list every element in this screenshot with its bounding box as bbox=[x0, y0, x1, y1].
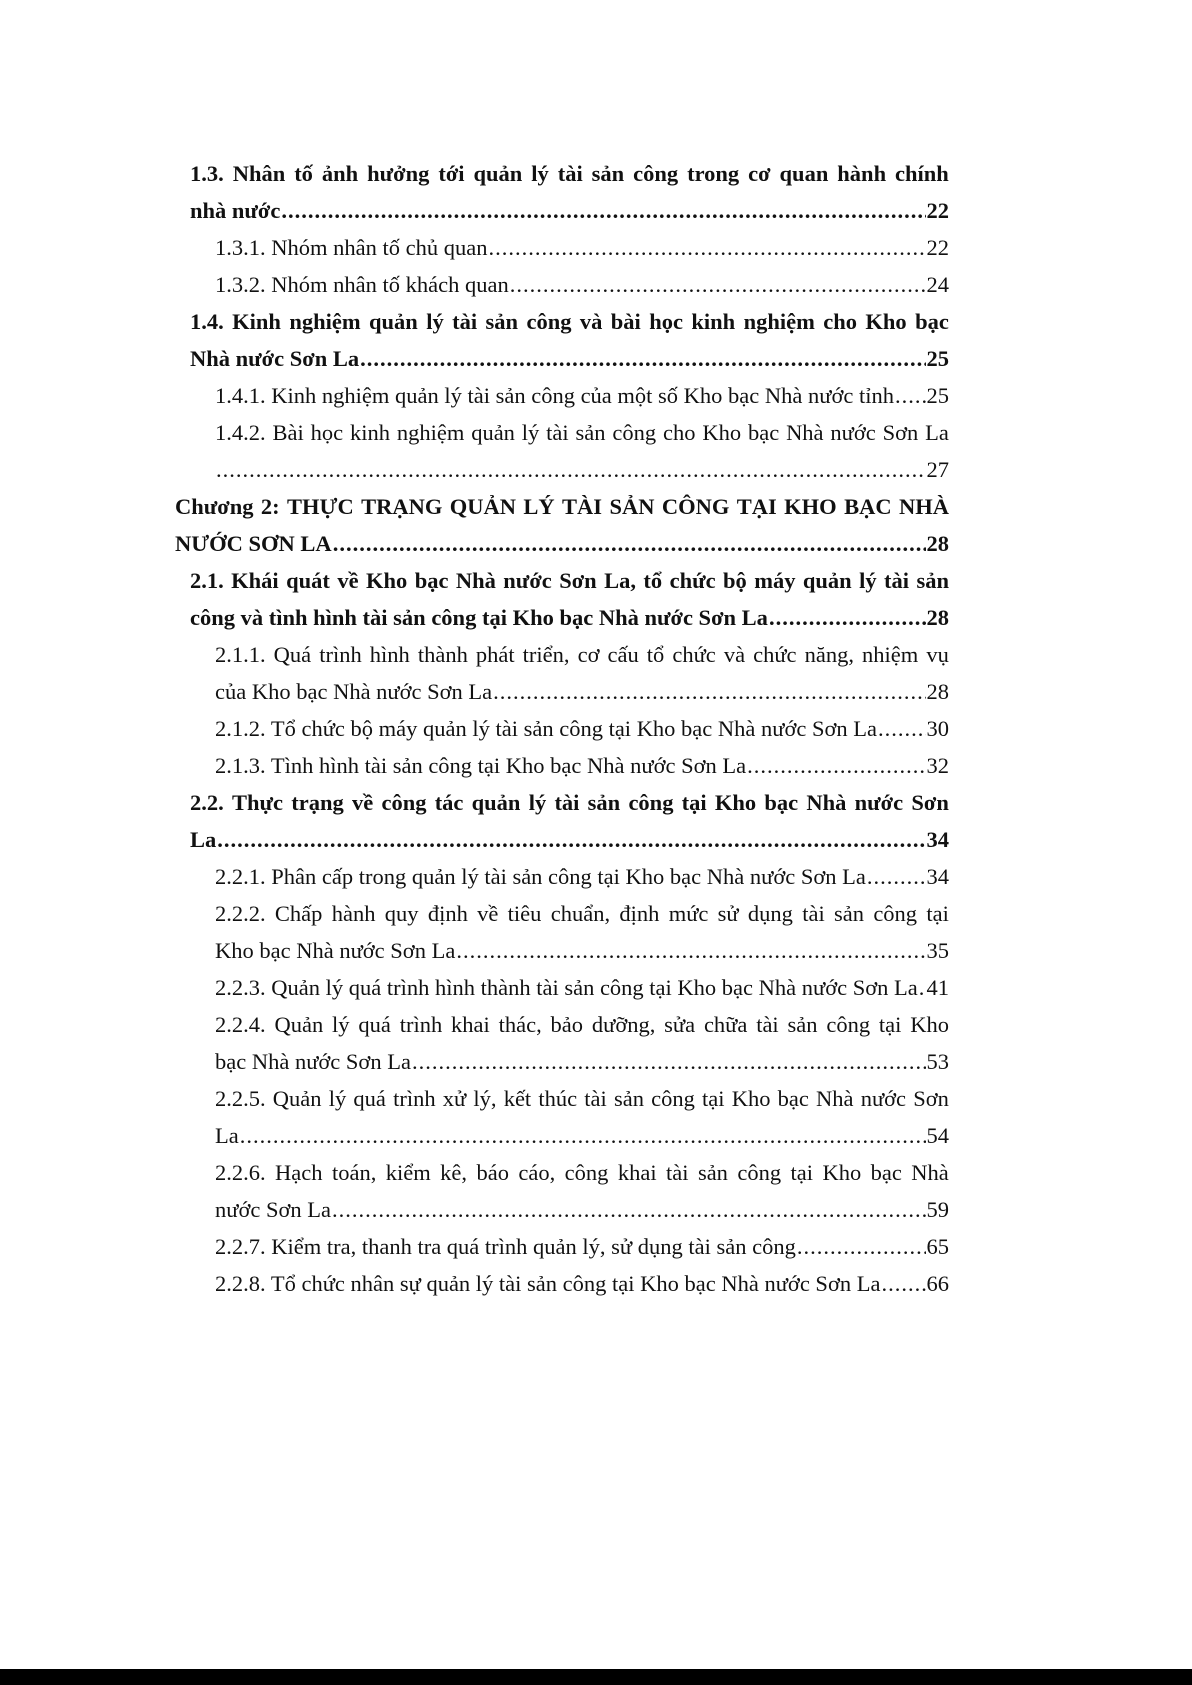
toc-word: bạc bbox=[764, 790, 799, 815]
page-number: 22 bbox=[926, 198, 949, 223]
toc-word: kê, bbox=[440, 1160, 468, 1185]
toc-word: về bbox=[351, 790, 374, 815]
dot-leader bbox=[488, 229, 925, 266]
toc-word: TÀI bbox=[562, 494, 603, 519]
toc-entry-title-line bbox=[215, 636, 949, 673]
toc-entry-line bbox=[215, 1043, 949, 1080]
dot-leader bbox=[217, 821, 925, 858]
toc-word: hành bbox=[331, 901, 376, 926]
toc-word: trình bbox=[319, 642, 362, 667]
toc-word: bộ bbox=[723, 568, 747, 593]
dot-leader bbox=[412, 1043, 926, 1080]
toc-word: sản bbox=[697, 1160, 728, 1185]
toc-entry-title: của Kho bạc Nhà nước Sơn La bbox=[215, 679, 493, 704]
toc-word: thành bbox=[417, 642, 468, 667]
toc-word: 2.2.2. bbox=[215, 901, 266, 926]
toc-entry-line bbox=[215, 932, 949, 969]
toc-word: Quá bbox=[273, 642, 312, 667]
dot-leader bbox=[493, 673, 925, 710]
toc-word: 2.1.1. bbox=[215, 642, 266, 667]
toc-entry-line bbox=[190, 821, 949, 858]
toc-word: sử bbox=[717, 901, 739, 926]
toc-word: quá bbox=[358, 1012, 391, 1037]
toc-entry-line bbox=[190, 340, 949, 377]
toc-word: 2.2. bbox=[190, 790, 224, 815]
toc-word: lý bbox=[521, 420, 540, 445]
page-number: 27 bbox=[926, 457, 949, 482]
toc-word: LÝ bbox=[523, 494, 555, 519]
dot-leader bbox=[281, 192, 925, 229]
toc-word: quan bbox=[779, 161, 829, 186]
toc-entry-title-line bbox=[215, 895, 949, 932]
toc-word: QUẢN bbox=[449, 494, 516, 519]
toc-word: trạng bbox=[291, 790, 344, 815]
toc-entry-title: công và tình hình tài sản công tại Kho bạc Nhà nước Sơn La bbox=[190, 605, 768, 630]
toc-word: công bbox=[873, 901, 918, 926]
toc-word: THỰC bbox=[287, 494, 354, 519]
toc-word: TẠI bbox=[736, 494, 777, 519]
toc-entry[interactable] bbox=[215, 229, 949, 266]
toc-word: sản bbox=[485, 309, 519, 334]
toc-entry-title-line bbox=[190, 562, 949, 599]
toc-word: bài bbox=[610, 309, 641, 334]
toc-entry-line bbox=[215, 229, 949, 266]
toc-word: hưởng bbox=[367, 161, 430, 186]
toc-entry-title: 2.2.8. Tổ chức nhân sự quản lý tài sản công tại Kho bạc Nhà nước Sơn La bbox=[215, 1271, 881, 1296]
toc-word: phát bbox=[475, 642, 515, 667]
toc-entry-title-line bbox=[190, 784, 949, 821]
toc-word: Sơn bbox=[911, 790, 949, 815]
toc-word: tại bbox=[926, 901, 949, 926]
toc-word: sản bbox=[613, 1086, 644, 1111]
toc-word: dụng bbox=[747, 901, 793, 926]
toc-word: tài bbox=[756, 1012, 779, 1037]
toc-word: và bbox=[723, 642, 746, 667]
dot-leader bbox=[878, 710, 926, 747]
toc-word: tại bbox=[681, 790, 707, 815]
toc-word: Chấp bbox=[274, 901, 323, 926]
toc-word: Kho bbox=[731, 1086, 771, 1111]
toc-entry-title: nhà nước bbox=[190, 198, 281, 223]
toc-word: chính bbox=[895, 161, 949, 186]
toc-word: học bbox=[310, 420, 344, 445]
page-number: 28 bbox=[926, 605, 949, 630]
toc-word: nghiệm bbox=[289, 309, 361, 334]
toc-word: khai bbox=[451, 1012, 490, 1037]
toc-word: cáo, bbox=[518, 1160, 556, 1185]
toc-word: bạc bbox=[915, 309, 949, 334]
toc-word: bảo bbox=[550, 1012, 584, 1037]
toc-word: 2.2.4. bbox=[215, 1012, 266, 1037]
toc-entry-line bbox=[175, 525, 949, 562]
toc-word: nước bbox=[854, 790, 904, 815]
toc-word: báo bbox=[476, 1160, 509, 1185]
toc-word: tố bbox=[294, 161, 313, 186]
toc-word: nước bbox=[830, 420, 876, 445]
toc-entry-title: 2.1.2. Tổ chức bộ máy quản lý tài sản công tại Kho bạc Nhà nước Sơn La bbox=[215, 716, 877, 741]
toc-word: tiêu bbox=[507, 901, 542, 926]
dot-leader bbox=[216, 451, 926, 488]
toc-word: quát bbox=[286, 568, 330, 593]
toc-word: lý bbox=[328, 1086, 347, 1111]
toc-word: CÔNG bbox=[661, 494, 730, 519]
toc-word: kiểm bbox=[385, 1160, 431, 1185]
toc-entry-title: 1.3.2. Nhóm nhân tố khách quan bbox=[215, 272, 509, 297]
page-number: 25 bbox=[926, 346, 949, 371]
page-number: 65 bbox=[926, 1234, 949, 1259]
toc-word: công bbox=[564, 1160, 609, 1185]
toc-word: Quản bbox=[272, 1086, 322, 1111]
toc-word: cho bbox=[663, 420, 696, 445]
toc-word: về bbox=[477, 901, 499, 926]
toc-word: sản bbox=[591, 161, 625, 186]
toc-word: Kho bbox=[366, 568, 408, 593]
toc-word: 1.4. bbox=[190, 309, 224, 334]
toc-word: tác bbox=[434, 790, 464, 815]
toc-word: Quản bbox=[274, 1012, 324, 1037]
toc-word: kết bbox=[503, 1086, 532, 1111]
toc-entry-title-line bbox=[190, 155, 949, 192]
dot-leader bbox=[360, 340, 925, 377]
toc-word: La bbox=[925, 420, 949, 445]
toc-word: quản bbox=[473, 161, 523, 186]
toc-word: Nhà bbox=[911, 1160, 949, 1185]
toc-entry-title: La bbox=[215, 1123, 239, 1148]
toc-word: quản bbox=[471, 420, 515, 445]
toc-word: toán, bbox=[331, 1160, 377, 1185]
toc-entry[interactable] bbox=[190, 155, 949, 229]
toc-word: máy bbox=[754, 568, 796, 593]
toc-word: chức bbox=[669, 568, 716, 593]
dot-leader bbox=[797, 1228, 926, 1265]
page-number: 35 bbox=[926, 938, 949, 963]
toc-word: Kho bbox=[865, 309, 907, 334]
toc-word: Kho bbox=[910, 1012, 949, 1037]
toc-entry[interactable] bbox=[215, 1006, 949, 1080]
toc-word: lý bbox=[859, 568, 877, 593]
toc-word: bạc bbox=[870, 1160, 902, 1185]
toc-entry-line bbox=[215, 266, 949, 303]
dot-leader bbox=[333, 525, 926, 562]
toc-word: lý, bbox=[473, 1086, 497, 1111]
toc-word: mức bbox=[668, 901, 709, 926]
toc-word: Nhà bbox=[816, 1086, 854, 1111]
toc-word: nghiệm bbox=[396, 420, 465, 445]
page-bottom-edge bbox=[0, 1669, 1192, 1685]
toc-entry-line bbox=[215, 673, 949, 710]
toc-word: sản bbox=[575, 420, 606, 445]
toc-word: Kinh bbox=[232, 309, 281, 334]
page-number: 24 bbox=[926, 272, 949, 297]
toc-entry[interactable] bbox=[215, 1265, 949, 1302]
toc-word: tài bbox=[666, 1160, 689, 1185]
toc-entry-title: NƯỚC SƠN LA bbox=[175, 531, 332, 556]
toc-word: quá bbox=[353, 1086, 386, 1111]
toc-entry[interactable] bbox=[215, 636, 949, 710]
toc-word: Nhà bbox=[786, 420, 824, 445]
toc-word: Nhà bbox=[806, 790, 847, 815]
toc-word: Hạch bbox=[275, 1160, 323, 1185]
toc-word: tài bbox=[802, 901, 825, 926]
toc-word: công bbox=[628, 790, 674, 815]
toc-entry-line bbox=[215, 451, 949, 488]
page-number: 41 bbox=[926, 975, 949, 1000]
toc-word: công bbox=[612, 420, 657, 445]
toc-word: thúc bbox=[538, 1086, 578, 1111]
toc-word: tới bbox=[438, 161, 465, 186]
toc-word: lý bbox=[528, 790, 547, 815]
toc-word: lý bbox=[531, 161, 549, 186]
toc-word: cơ bbox=[748, 161, 771, 186]
toc-word: Nhân bbox=[232, 161, 286, 186]
toc-word: tổ bbox=[646, 642, 665, 667]
toc-entry-title-line bbox=[190, 303, 949, 340]
toc-word: TRẠNG bbox=[361, 494, 443, 519]
dot-leader bbox=[867, 858, 926, 895]
toc-word: công bbox=[633, 161, 679, 186]
toc-entry-title: bạc Nhà nước Sơn La bbox=[215, 1049, 411, 1074]
toc-word: Nhà bbox=[455, 568, 496, 593]
toc-word: Kho bbox=[822, 1160, 862, 1185]
toc-entry-title: 2.1.3. Tình hình tài sản công tại Kho bạc Nhà nước Sơn La bbox=[215, 753, 747, 778]
toc-word: lý bbox=[332, 1012, 350, 1037]
toc-entry-title: 2.2.1. Phân cấp trong quản lý tài sản công tại Kho bạc Nhà nước Sơn La bbox=[215, 864, 866, 889]
toc-word: BẠC bbox=[844, 494, 892, 519]
toc-word: Kho bbox=[714, 790, 757, 815]
page-number: 22 bbox=[926, 235, 949, 260]
dot-leader bbox=[769, 599, 926, 636]
toc-entry-title-line bbox=[215, 1006, 949, 1043]
toc-entry-line bbox=[215, 969, 949, 1006]
toc-word: kinh bbox=[349, 420, 390, 445]
page-number: 54 bbox=[926, 1123, 949, 1148]
toc-entry-title-line bbox=[215, 1154, 949, 1191]
toc-word: tài bbox=[584, 1086, 607, 1111]
page-number: 66 bbox=[926, 1271, 949, 1296]
toc-word: Sơn bbox=[882, 420, 919, 445]
page-number: 32 bbox=[926, 753, 949, 778]
toc-word: Bài bbox=[272, 420, 304, 445]
toc-entry-title: Kho bạc Nhà nước Sơn La bbox=[215, 938, 456, 963]
page-number: 34 bbox=[926, 864, 949, 889]
page-number: 28 bbox=[926, 531, 949, 556]
toc-word: bạc bbox=[414, 568, 449, 593]
toc-entry[interactable] bbox=[215, 710, 949, 747]
toc-word: triển, bbox=[522, 642, 570, 667]
toc-entry-line bbox=[215, 377, 949, 414]
toc-word: chức bbox=[672, 642, 716, 667]
toc-entry-title: nước Sơn La bbox=[215, 1197, 331, 1222]
toc-word: tài bbox=[546, 420, 569, 445]
toc-entry[interactable] bbox=[215, 895, 949, 969]
toc-word: công bbox=[826, 1012, 871, 1037]
toc-word: tại bbox=[702, 1086, 725, 1111]
page-number: 30 bbox=[926, 716, 949, 741]
toc-entry-line bbox=[190, 599, 949, 636]
toc-word: NHÀ bbox=[898, 494, 949, 519]
toc-word: tài bbox=[884, 568, 910, 593]
toc-entry-line bbox=[215, 1117, 949, 1154]
toc-word: quản bbox=[471, 790, 521, 815]
toc-word: dưỡng, bbox=[591, 1012, 656, 1037]
toc-word: bạc bbox=[777, 1086, 809, 1111]
toc-entry[interactable] bbox=[215, 1154, 949, 1228]
toc-word: và bbox=[579, 309, 603, 334]
page-number: 53 bbox=[926, 1049, 949, 1074]
toc-entry[interactable] bbox=[190, 303, 949, 377]
toc-word: sản bbox=[787, 1012, 818, 1037]
toc-entry-line bbox=[215, 1265, 949, 1302]
toc-word: Thực bbox=[231, 790, 283, 815]
toc-word: Sơn bbox=[913, 1086, 949, 1111]
toc-entry[interactable] bbox=[175, 488, 949, 562]
toc-word: tài bbox=[452, 309, 478, 334]
toc-entry-line bbox=[215, 747, 949, 784]
toc-word: Khái bbox=[231, 568, 279, 593]
toc-word: tại bbox=[878, 1012, 902, 1037]
toc-entry[interactable] bbox=[215, 1228, 949, 1265]
dot-leader bbox=[456, 932, 925, 969]
toc-word: chữa bbox=[703, 1012, 748, 1037]
toc-word: lý bbox=[426, 309, 444, 334]
toc-word: định bbox=[619, 901, 660, 926]
toc-entry-title: 2.2.3. Quản lý quá trình hình thành tài sản công tại Kho bạc Nhà nước Sơn La bbox=[215, 975, 918, 1000]
toc-word: quy bbox=[384, 901, 419, 926]
toc-word: công bbox=[651, 1086, 695, 1111]
toc-entry-line bbox=[190, 192, 949, 229]
toc-word: công bbox=[737, 1160, 782, 1185]
toc-word: hành bbox=[837, 161, 887, 186]
toc-word: KHO bbox=[784, 494, 837, 519]
toc-entry[interactable] bbox=[215, 414, 949, 488]
toc-word: định bbox=[427, 901, 468, 926]
toc-word: bạc bbox=[747, 420, 780, 445]
toc-entry[interactable] bbox=[190, 784, 949, 858]
toc-word: thác, bbox=[498, 1012, 542, 1037]
toc-entry[interactable] bbox=[215, 969, 949, 1006]
toc-word: nghiệm bbox=[743, 309, 815, 334]
toc-word: 2: bbox=[260, 494, 280, 519]
toc-word: chuẩn, bbox=[550, 901, 611, 926]
toc-word: 1.4.2. bbox=[215, 420, 266, 445]
toc-word: sản bbox=[916, 568, 949, 593]
toc-word: trình bbox=[399, 1012, 443, 1037]
toc-entry-title-line bbox=[215, 1080, 949, 1117]
page-number: 28 bbox=[926, 679, 949, 704]
toc-word: tại bbox=[790, 1160, 814, 1185]
toc-word: quản bbox=[802, 568, 852, 593]
toc-word: tài bbox=[557, 161, 583, 186]
dot-leader bbox=[332, 1191, 926, 1228]
toc-entry-line bbox=[215, 858, 949, 895]
toc-word: quản bbox=[369, 309, 418, 334]
page-number: 59 bbox=[926, 1197, 949, 1222]
toc-word: 2.1. bbox=[190, 568, 224, 593]
toc-word: năng, bbox=[804, 642, 854, 667]
toc-entry-line bbox=[215, 1191, 949, 1228]
toc-entry-title-line bbox=[175, 488, 949, 525]
dot-leader bbox=[510, 266, 926, 303]
toc-word: tài bbox=[554, 790, 580, 815]
dot-leader bbox=[895, 377, 926, 414]
dot-leader bbox=[919, 969, 926, 1006]
toc-word: SẢN bbox=[609, 494, 655, 519]
page-number: 34 bbox=[926, 827, 949, 852]
dot-leader bbox=[881, 1265, 925, 1302]
toc-word: Kho bbox=[702, 420, 742, 445]
toc-entry-line bbox=[215, 1228, 949, 1265]
toc-word: sửa bbox=[664, 1012, 696, 1037]
toc-word: tổ bbox=[643, 568, 663, 593]
toc-word: hình bbox=[369, 642, 410, 667]
toc-word: 2.2.6. bbox=[215, 1160, 266, 1185]
dot-leader bbox=[747, 747, 925, 784]
dot-leader bbox=[240, 1117, 926, 1154]
toc-entry-title: 1.3.1. Nhóm nhân tố chủ quan bbox=[215, 235, 488, 260]
toc-word: nước bbox=[503, 568, 552, 593]
toc-word: kinh bbox=[691, 309, 736, 334]
toc-word: công bbox=[526, 309, 572, 334]
toc-word: trình bbox=[393, 1086, 436, 1111]
toc-word: vụ bbox=[926, 642, 949, 667]
toc-word: khai bbox=[617, 1160, 657, 1185]
toc-entry-title: 1.4.1. Kinh nghiệm quản lý tài sản công của một số Kho bạc Nhà nước tỉnh bbox=[215, 383, 894, 408]
toc-entry[interactable] bbox=[215, 747, 949, 784]
toc-word: sản bbox=[587, 790, 621, 815]
toc-word: cơ bbox=[577, 642, 600, 667]
toc-word: nước bbox=[860, 1086, 907, 1111]
toc-word: trong bbox=[687, 161, 740, 186]
toc-word: ảnh bbox=[321, 161, 359, 186]
toc-word: công bbox=[381, 790, 427, 815]
toc-word: xử bbox=[442, 1086, 467, 1111]
toc-word: về bbox=[337, 568, 359, 593]
toc-word: cấu bbox=[607, 642, 639, 667]
toc-entry-title: 2.2.7. Kiểm tra, thanh tra quá trình quản lý, sử dụng tài sản công bbox=[215, 1234, 796, 1259]
toc-word: sản bbox=[834, 901, 865, 926]
toc-word: nhiệm bbox=[862, 642, 919, 667]
toc-entry-title: La bbox=[190, 827, 217, 852]
toc-word: La, bbox=[604, 568, 636, 593]
toc-word: cho bbox=[823, 309, 857, 334]
toc-entry[interactable] bbox=[215, 266, 949, 303]
toc-entry-line bbox=[215, 710, 949, 747]
toc-entry[interactable] bbox=[215, 858, 949, 895]
toc-word: học bbox=[649, 309, 683, 334]
toc-entry[interactable] bbox=[215, 1080, 949, 1154]
page-number: 25 bbox=[926, 383, 949, 408]
toc-word: 2.2.5. bbox=[215, 1086, 266, 1111]
toc-entry-title: Nhà nước Sơn La bbox=[190, 346, 360, 371]
toc-entry[interactable] bbox=[190, 562, 949, 636]
toc-word: Chương bbox=[175, 494, 254, 519]
toc-word: 1.3. bbox=[190, 161, 224, 186]
toc-word: chức bbox=[753, 642, 797, 667]
toc-entry-title-line bbox=[215, 414, 949, 451]
toc-entry[interactable] bbox=[215, 377, 949, 414]
toc-word: Sơn bbox=[559, 568, 597, 593]
